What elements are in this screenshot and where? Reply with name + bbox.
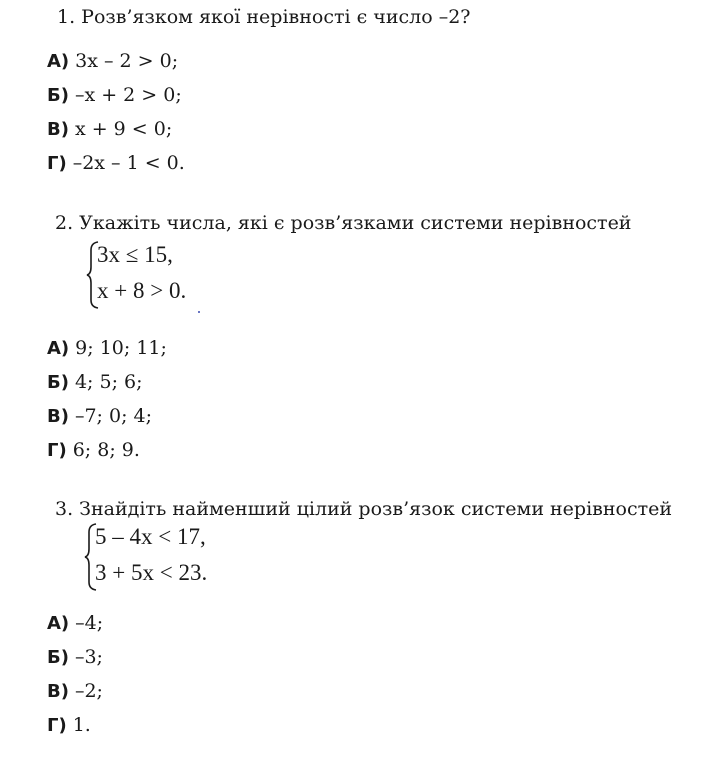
question-3-title: 3. Знайдіть найменший цілий розв’язок системи нерівностей xyxy=(55,498,673,520)
option-label: Б) xyxy=(47,372,69,393)
option-text: –2; xyxy=(74,680,103,702)
option-text: –4; xyxy=(75,612,104,634)
system-line-1: 5 – 4x < 17, xyxy=(95,524,206,549)
option-label: Г) xyxy=(47,440,67,461)
question-3-option-a xyxy=(47,612,103,634)
system-line-1: 3x ≤ 15, xyxy=(97,242,173,267)
option-label: В) xyxy=(47,406,69,427)
question-2-option-b xyxy=(47,371,143,393)
option-text: 1. xyxy=(72,714,91,736)
question-3-option-b xyxy=(47,646,103,668)
option-label: Б) xyxy=(47,85,69,106)
question-2-option-c xyxy=(47,405,152,427)
option-text: –2x – 1 < 0. xyxy=(72,152,185,174)
option-label: А) xyxy=(47,338,70,359)
option-label: В) xyxy=(47,119,69,140)
question-1-option-d xyxy=(47,152,185,174)
option-text: –7; 0; 4; xyxy=(74,405,153,427)
system-line-2: x + 8 > 0. xyxy=(97,278,187,303)
option-text: –x + 2 > 0; xyxy=(74,84,182,106)
question-1-option-b xyxy=(47,84,182,106)
question-1-option-c xyxy=(47,118,172,140)
question-1-title: 1. Розв’язком якої нерівності є число –2? xyxy=(57,6,471,28)
system-line-2: 3 + 5x < 23. xyxy=(95,560,208,585)
question-3-option-d xyxy=(47,714,91,736)
option-text: 6; 8; 9. xyxy=(72,439,140,461)
option-label: Б) xyxy=(47,647,69,668)
option-text: x + 9 < 0; xyxy=(74,118,173,140)
question-2-option-a xyxy=(47,337,167,359)
option-text: 3x – 2 > 0; xyxy=(75,50,179,72)
question-2-system xyxy=(86,240,246,312)
question-3-option-c xyxy=(47,680,103,702)
question-2-title: 2. Укажіть числа, які є розв’язками системи нерівностей xyxy=(55,212,632,234)
option-label: В) xyxy=(47,681,69,702)
question-2-option-d xyxy=(47,439,140,461)
option-label: Г) xyxy=(47,715,67,736)
option-text: –3; xyxy=(74,646,103,668)
option-text: 9; 10; 11; xyxy=(75,337,167,359)
option-text: 4; 5; 6; xyxy=(74,371,143,393)
option-label: Г) xyxy=(47,153,67,174)
option-label: А) xyxy=(47,51,70,72)
question-1-option-a xyxy=(47,50,178,72)
question-3-system xyxy=(84,522,254,594)
option-label: А) xyxy=(47,613,70,634)
stray-dot xyxy=(198,311,200,313)
